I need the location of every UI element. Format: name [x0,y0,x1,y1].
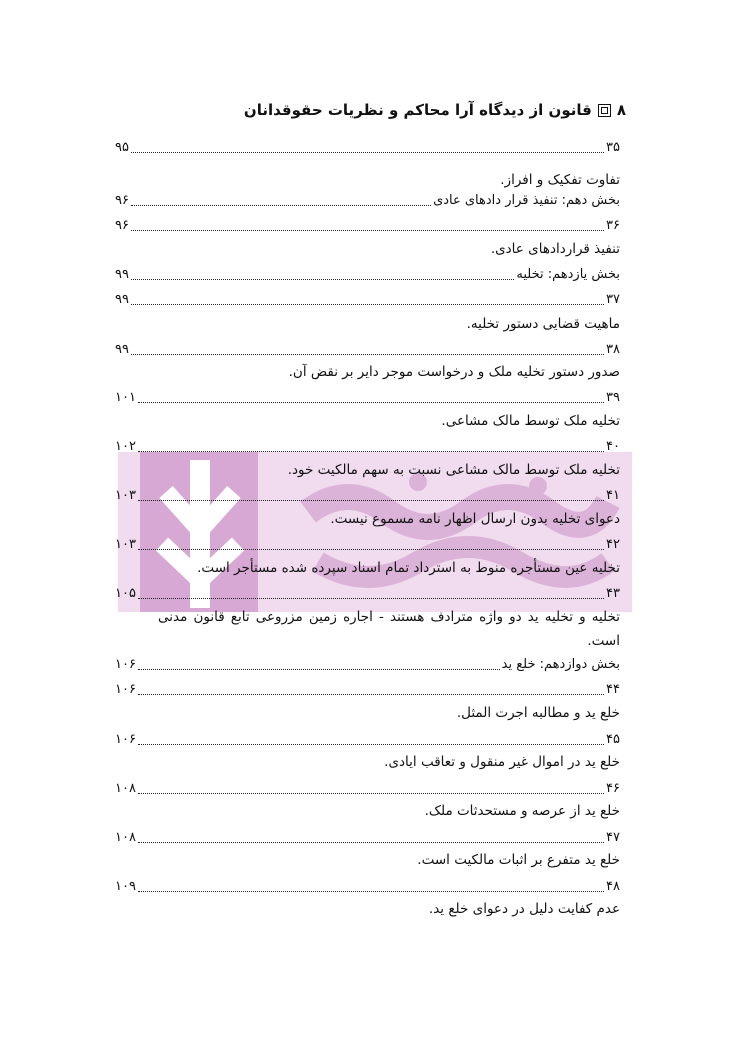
header-title: قانون از دیدگاه آرا محاکم و نظریات حقوقدانان [243,101,592,119]
dot-leader [131,230,604,231]
toc-entry-label: ۴۶ [606,781,620,796]
toc-entry-row [115,337,620,359]
toc-entry-title: تخلیه عین مستأجره منوط به استرداد تمام اسناد سپرده شده مستأجر است. [197,560,620,576]
toc-page-number: ۹۹ [115,342,129,357]
toc-entry-label: بخش دوازدهم: خلع ید [501,657,620,672]
toc-entry-row [115,188,620,210]
toc-entry-row [115,287,620,309]
toc-entry-title: تنفیذ قراردادهای عادی. [490,241,620,257]
toc-entry-label: ۳۸ [606,342,620,357]
toc-page-number: ۱۰۲ [115,439,136,454]
dot-leader [131,279,514,280]
toc-entry-row [115,581,620,603]
toc-entry-label: بخش یازدهم: تخلیه [516,267,620,282]
dot-leader [138,842,604,843]
toc-entry-label: ۴۵ [606,732,620,747]
toc-entry-row [115,213,620,235]
toc-entry-label: ۴۰ [606,439,620,454]
toc-page-number: ۱۰۸ [115,781,136,796]
toc-entry-label: ۴۷ [606,830,620,845]
dot-leader [138,669,500,670]
toc-entry-row [115,825,620,847]
dot-leader [138,793,604,794]
toc-entry-title: خلع ید در اموال غیر منقول و تعاقب ایادی. [384,754,620,770]
toc-entry-title: تفاوت تفکیک و افراز. [500,172,620,188]
dot-leader [131,152,604,153]
dot-leader [131,304,604,305]
toc-entry-title: صدور دستور تخلیه ملک و درخواست موجر دایر بر نقض آن. [288,364,620,380]
toc-entry-row [115,874,620,896]
toc-page-number: ۹۶ [115,193,129,208]
dot-leader [138,451,604,452]
toc-entry-label: بخش دهم: تنفیذ قرار دادهای عادی [433,193,620,208]
toc-entry-label: ۳۷ [606,292,620,307]
toc-page-number: ۹۵ [115,140,129,155]
dot-leader [138,549,604,550]
toc-entry-label: ۳۵ [606,140,620,155]
toc-entry-title: تخلیه و تخلیه ید دو واژه مترادف هستند - اجاره زمین مزروعی تابع قانون مدنی است. [158,609,620,649]
toc-entry-label: ۴۱ [606,488,620,503]
toc-entry-label: ۳۹ [606,390,620,405]
toc-entry-row [115,532,620,554]
toc-entry-row [115,434,620,456]
dot-leader [138,891,604,892]
toc-entry-label: ۴۳ [606,586,620,601]
toc-page-number: ۱۰۳ [115,537,136,552]
header-page-number: ۸ [616,101,626,119]
toc-entry-title: خلع ید متفرع بر اثبات مالکیت است. [417,852,620,868]
toc-entry-title: خلع ید و مطالبه اجرت المثل. [456,705,620,721]
toc-entry-row [115,262,620,284]
dot-leader [131,205,431,206]
toc-page-number: ۱۰۶ [115,732,136,747]
toc-page-number: ۱۰۸ [115,830,136,845]
toc-entry-row [115,677,620,699]
toc-page-number: ۱۰۳ [115,488,136,503]
toc-entry-title: تخلیه ملک توسط مالک مشاعی نسبت به سهم مالکیت خود. [287,462,620,478]
toc-entry-row [115,652,620,674]
dot-leader [138,402,604,403]
toc-page-number: ۱۰۶ [115,657,136,672]
toc-page-number: ۱۰۶ [115,682,136,697]
toc-entry-title: دعوای تخلیه بدون ارسال اظهار نامه مسموع نیست. [330,511,620,527]
toc-entry-title: عدم کفایت دلیل در دعوای خلع ید. [428,901,620,917]
toc-entry-title: ماهیت قضایی دستور تخلیه. [466,316,620,332]
toc-page-number: ۹۹ [115,292,129,307]
toc-entry-label: ۴۸ [606,879,620,894]
dot-leader [138,744,604,745]
dot-leader [138,598,604,599]
toc-entry-row [115,135,620,157]
toc-page-number: ۱۰۹ [115,879,136,894]
toc-entry-row [115,385,620,407]
toc-entry-label: ۴۲ [606,537,620,552]
toc-entry-row [115,776,620,798]
toc-entry-label: ۳۶ [606,218,620,233]
toc-entry-title: تخلیه ملک توسط مالک مشاعی. [441,413,620,429]
toc-entry-label: ۴۴ [606,682,620,697]
toc-page-number: ۱۰۵ [115,586,136,601]
toc-page-number: ۱۰۱ [115,390,136,405]
toc-page-number: ۹۶ [115,218,129,233]
toc-entry-title: خلع ید از عرصه و مستحدثات ملک. [424,803,620,819]
dot-leader [138,500,604,501]
toc-page-number: ۹۹ [115,267,129,282]
dot-leader [131,354,604,355]
dot-leader [138,694,604,695]
toc-entry-row [115,727,620,749]
toc-entry-row [115,483,620,505]
